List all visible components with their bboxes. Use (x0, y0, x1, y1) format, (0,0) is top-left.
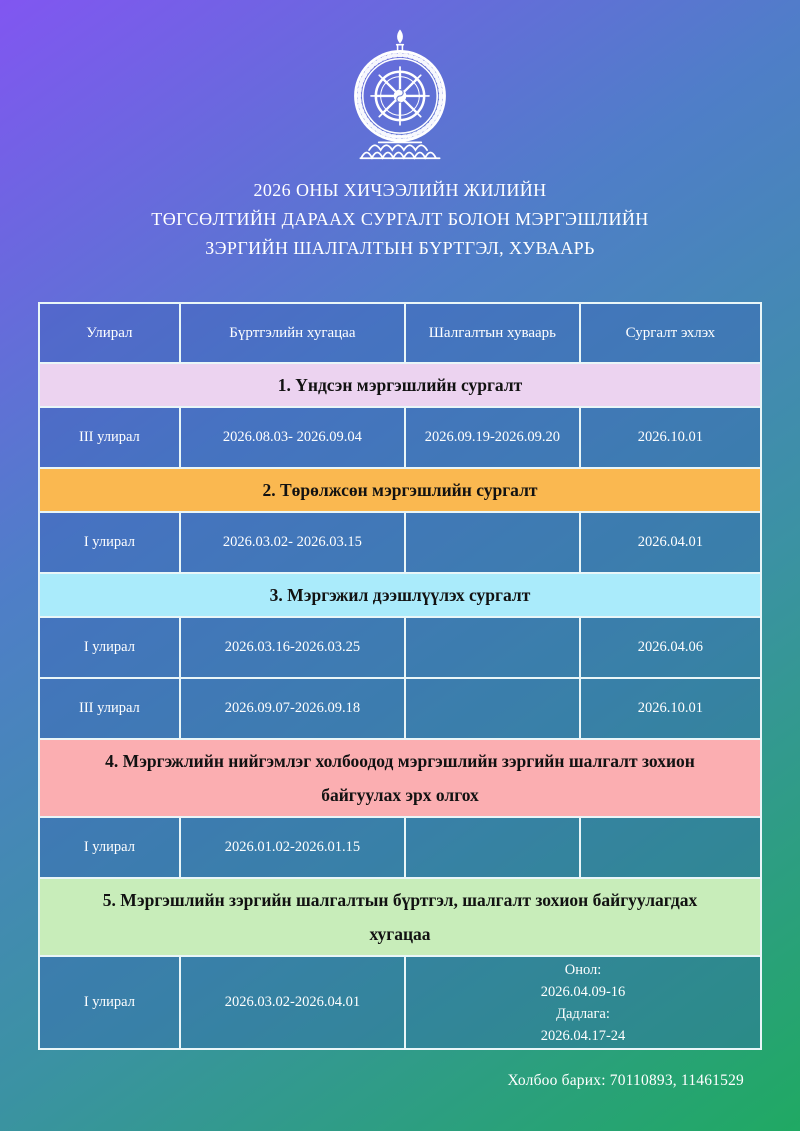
section-row (39, 468, 761, 512)
ministry-emblem-logo (342, 26, 458, 162)
column-header: Шалгалтын хуваарь (405, 303, 580, 363)
section-row (39, 573, 761, 617)
section-header: 5. Мэргэшлийн зэргийн шалгалтын бүртгэл, шалгалт зохион байгуулагдах хугацаа (39, 878, 761, 956)
section-header: 3. Мэргэжил дээшлүүлэх сургалт (39, 573, 761, 617)
page-title (0, 176, 800, 263)
schedule-cell: 2026.03.16-2026.03.25 (180, 617, 405, 678)
section-row (39, 878, 761, 956)
schedule-cell (405, 817, 580, 878)
schedule-cell: 2026.04.06 (580, 617, 761, 678)
schedule-cell: 2026.10.01 (580, 678, 761, 739)
section-row (39, 739, 761, 817)
schedule-cell: 2026.03.02- 2026.03.15 (180, 512, 405, 573)
schedule-cell (405, 617, 580, 678)
schedule-cell: I улирал (39, 817, 180, 878)
contact-info: Холбоо барих: 70110893, 11461529 (507, 1072, 744, 1089)
schedule-cell (405, 512, 580, 573)
section-header: 2. Төрөлжсөн мэргэшлийн сургалт (39, 468, 761, 512)
schedule-cell-merged (405, 956, 761, 1049)
table-header-row (39, 303, 761, 363)
table-row (39, 407, 761, 468)
schedule-cell: 2026.10.01 (580, 407, 761, 468)
table-row (39, 678, 761, 739)
column-header: Сургалт эхлэх (580, 303, 761, 363)
schedule-cell: III улирал (39, 407, 180, 468)
schedule-cell: I улирал (39, 956, 180, 1049)
merged-cell-line: Онол: (564, 961, 602, 978)
table-row (39, 617, 761, 678)
schedule-cell: 2026.09.07-2026.09.18 (180, 678, 405, 739)
schedule-cell: 2026.04.01 (580, 512, 761, 573)
title-line: 2026 ОНЫ ХИЧЭЭЛИЙН ЖИЛИЙН (253, 180, 547, 200)
schedule-cell: 2026.03.02-2026.04.01 (180, 956, 405, 1049)
schedule-cell (580, 817, 761, 878)
section-header: 1. Үндсэн мэргэшлийн сургалт (39, 363, 761, 407)
title-line: ТӨГСӨЛТИЙН ДАРААХ СУРГАЛТ БОЛОН МЭРГЭШЛИЙН (151, 209, 649, 229)
flame-ornament (398, 30, 403, 43)
schedule-cell (405, 678, 580, 739)
merged-cell-line: 2026.04.17-24 (540, 1027, 626, 1044)
schedule-cell: 2026.01.02-2026.01.15 (180, 817, 405, 878)
table-row (39, 512, 761, 573)
schedule-cell: I улирал (39, 617, 180, 678)
title-line: ЗЭРГИЙН ШАЛГАЛТЫН БҮРТГЭЛ, ХУВААРЬ (205, 238, 595, 258)
section-header: 4. Мэргэжлийн нийгэмлэг холбоодод мэргэшлийн зэргийн шалгалт зохион байгуулах эрх олгох (39, 739, 761, 817)
table-row (39, 956, 761, 1049)
column-header: Бүртгэлийн хугацаа (180, 303, 405, 363)
section-row (39, 363, 761, 407)
table-row (39, 817, 761, 878)
schedule-cell: 2026.09.19-2026.09.20 (405, 407, 580, 468)
schedule-table-body (39, 303, 761, 1049)
merged-cell-line: 2026.04.09-16 (540, 983, 626, 1000)
dharma-wheel-icon (342, 26, 458, 162)
schedule-table (38, 302, 762, 1050)
schedule-cell: 2026.08.03- 2026.09.04 (180, 407, 405, 468)
schedule-cell: I улирал (39, 512, 180, 573)
merged-cell-line: Дадлага: (556, 1005, 610, 1022)
column-header: Улирал (39, 303, 180, 363)
schedule-cell: III улирал (39, 678, 180, 739)
